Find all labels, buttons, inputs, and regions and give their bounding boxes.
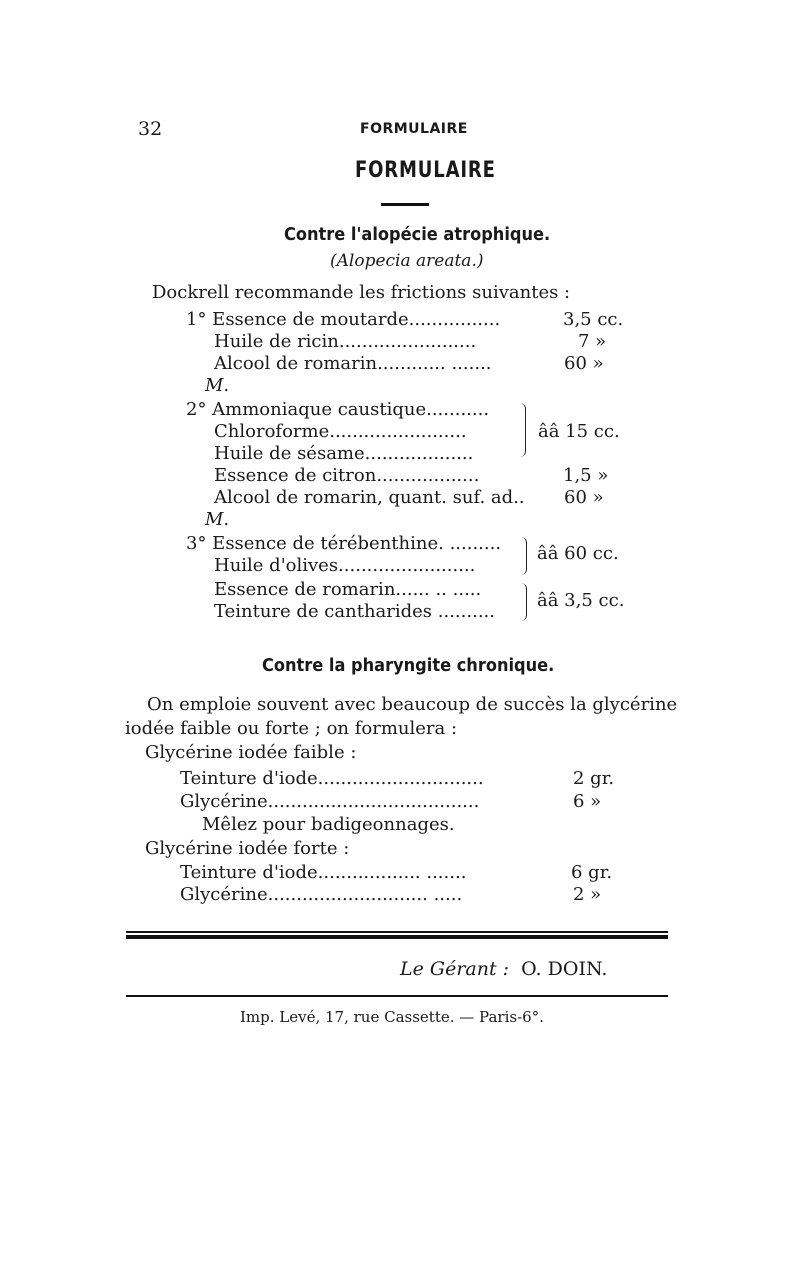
formula3-brace: [520, 537, 527, 575]
formula1-mark: M.: [205, 375, 230, 396]
formula3-line: Essence de romarin...... .. .....: [214, 579, 482, 600]
formula3-line: 3° Essence de térébenthine. .........: [186, 533, 502, 554]
imprint-line: Imp. Levé, 17, rue Cassette. — Paris-6°.: [240, 1008, 544, 1026]
formula1-line: Huile de ricin........................: [214, 331, 477, 352]
formula2-line: Chloroforme........................: [214, 421, 467, 442]
recipe2-value: 6 gr.: [571, 862, 613, 883]
manager-name: O. DOIN.: [521, 958, 608, 980]
imprint-rule: [126, 995, 668, 997]
formula2-line: Alcool de romarin, quant. suf. ad..: [214, 487, 525, 508]
formula3-group2-value: ââ 3,5 cc.: [537, 590, 625, 611]
recipe1-value: 6 »: [573, 791, 602, 812]
formula2-line: Essence de citron..................: [214, 465, 480, 486]
intro-text: Dockrell recommande les frictions suivantes :: [152, 282, 571, 303]
paragraph-line: On emploie souvent avec beaucoup de succès la glycérine: [147, 694, 678, 715]
formula3-group1-value: ââ 60 cc.: [537, 543, 619, 564]
formula2-group-value: ââ 15 cc.: [538, 421, 620, 442]
recipe2-title: Glycérine iodée forte :: [145, 838, 350, 859]
formula3-brace: [520, 583, 527, 621]
formula1-value: 3,5 cc.: [563, 309, 624, 330]
formula1-line: 1° Essence de moutarde................: [186, 309, 501, 330]
title-underline: [381, 203, 429, 206]
formula2-mark: M.: [205, 509, 230, 530]
recipe2-value: 2 »: [573, 884, 602, 905]
formula2-brace: [519, 403, 526, 457]
formula2-value: 60 »: [564, 487, 604, 508]
formula1-value: 60 »: [564, 353, 604, 374]
formula3-line: Huile d'olives........................: [214, 555, 476, 576]
page-title: FORMULAIRE: [355, 158, 496, 183]
recipe2-line: Teinture d'iode.................. .......: [180, 862, 467, 883]
running-title: FORMULAIRE: [360, 121, 468, 137]
formula2-line: Huile de sésame...................: [214, 443, 474, 464]
page-number: 32: [138, 118, 163, 140]
formula1-value: 7 »: [578, 331, 607, 352]
recipe1-line: Teinture d'iode.............................: [180, 768, 484, 789]
footer-rule-thick: [126, 935, 668, 939]
formula3-line: Teinture de cantharides ..........: [214, 601, 495, 622]
formula1-line: Alcool de romarin............ .......: [214, 353, 492, 374]
manager-label: Le Gérant :: [400, 958, 510, 980]
paragraph-line: iodée faible ou forte ; on formulera :: [125, 718, 458, 739]
recipe1-title: Glycérine iodée faible :: [145, 742, 357, 763]
recipe1-value: 2 gr.: [573, 768, 615, 789]
section-heading-alopecia: Contre l'alopécie atrophique.: [284, 224, 551, 245]
recipe2-line: Glycérine............................ .....: [180, 884, 463, 905]
footer-rule-thin: [126, 931, 668, 933]
recipe1-note: Mêlez pour badigeonnages.: [202, 814, 455, 835]
section-subheading: (Alopecia areata.): [330, 251, 484, 271]
manager-line: [400, 958, 607, 980]
recipe1-line: Glycérine.....................................: [180, 791, 480, 812]
formula2-line: 2° Ammoniaque caustique...........: [186, 399, 490, 420]
section-heading-pharyngite: Contre la pharyngite chronique.: [262, 655, 555, 676]
formula2-value: 1,5 »: [563, 465, 609, 486]
